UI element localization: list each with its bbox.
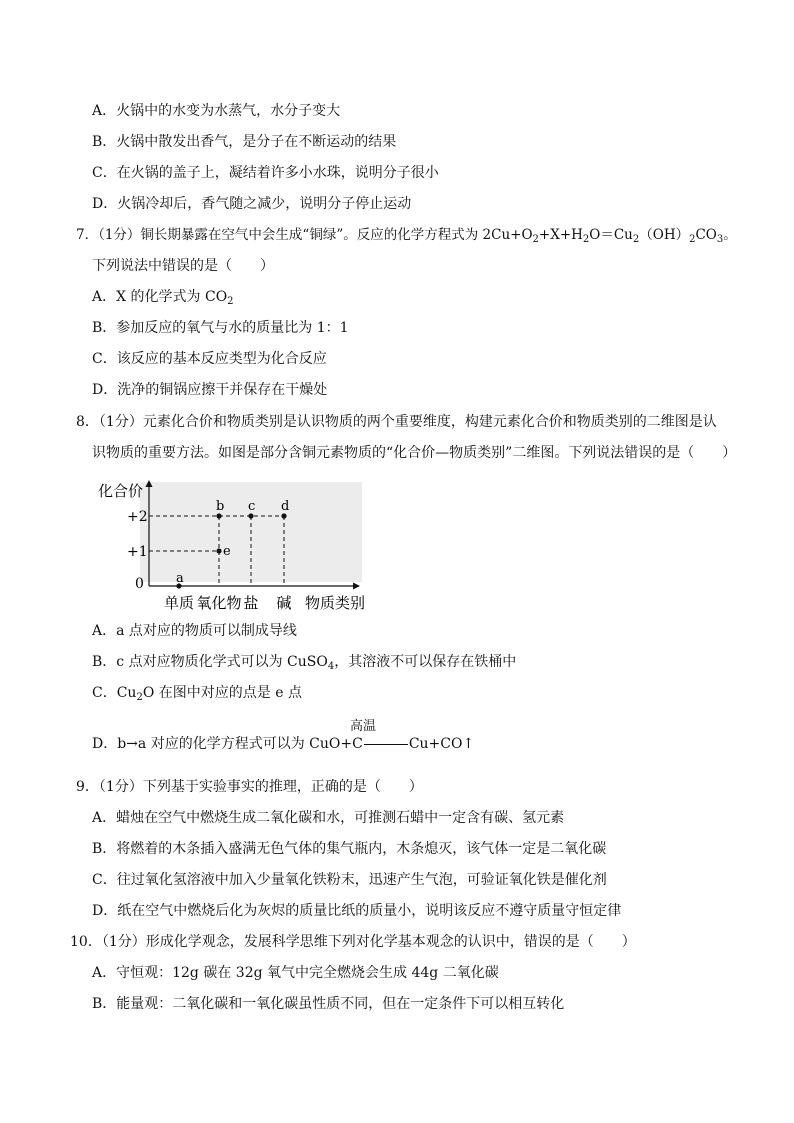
point-label-c: c (248, 499, 256, 514)
q7-stem: 7．（1分）铜长期暴露在空气中会生成“铜绿”。反应的化学方程式为 $2Cu+O_2+X+H_2O=Cu_2(OH)_2CO_3$。 (76, 227, 737, 245)
point-c (248, 513, 253, 518)
q8-option-d-condition: 高温 (350, 719, 377, 734)
q6-option-b: B．火锅中散发出香气，是分子在不断运动的结果 (92, 134, 397, 150)
q8-stem-line1: 8．（1分）元素化合价和物质类别是认识物质的两个重要维度，构建元素化合价和物质类别的二维图是认 (76, 414, 717, 430)
x-axis-arrow (353, 583, 360, 590)
q9-option-b: B．将燃着的木条插入盛满无色气体的集气瓶内，木条熄灭，该气体一定是二氧化碳 (92, 841, 607, 857)
point-label-a: a (176, 571, 184, 586)
point-b (216, 513, 221, 518)
q8-option-c: C．$Cu_2O$ 在图中对应的点是 e 点 (92, 685, 302, 703)
q8-option-b: B．c 点对应物质化学式可以为 CuSO$_4$，其溶液不可以保存在铁桶中 (92, 654, 517, 672)
q7-option-c: C．该反应的基本反应类型为化合反应 (92, 351, 327, 367)
q9-option-a: A．蜡烛在空气中燃烧生成二氧化碳和水，可推测石蜡中一定含有碳、氢元素 (92, 810, 565, 826)
q9-option-c: C．往过氧化氢溶液中加入少量氧化铁粉末，迅速产生气泡，可验证氧化铁是催化剂 (92, 872, 607, 888)
y-tick-label: 0 (135, 576, 144, 592)
q7-stem-line2: 下列说法中错误的是（ ） (92, 258, 274, 274)
q10-option-a: A．守恒观：12g 碳在 32g 氧气中完全燃烧会生成 44g 二氧化碳 (92, 965, 499, 981)
q8-option-d: D．b→a 对应的化学方程式可以为 CuO+C Cu+CO↑ (92, 736, 475, 752)
equation-long-arrow (364, 744, 408, 745)
q6-option-c: C．在火锅的盖子上，凝结着许多小水珠，说明分子很小 (92, 165, 439, 181)
q8-option-a: A．a 点对应的物质可以制成导线 (92, 623, 297, 639)
q9-stem: 9．（1分）下列基于实验事实的推理，正确的是（ ） (76, 779, 423, 795)
y-axis-label: 化合价 (98, 482, 144, 500)
x-axis-label: 物质类别 (305, 594, 366, 612)
q10-option-b: B．能量观：二氧化碳和一氧化碳虽性质不同，但在一定条件下可以相互转化 (92, 996, 565, 1012)
y-tick-label: +2 (127, 509, 148, 525)
q6-option-d: D．火锅冷却后，香气随之减少，说明分子停止运动 (92, 196, 412, 212)
q10-stem: 10．（1分）形成化学观念，发展科学思维下列对化学基本观念的认识中，错误的是（ ） (70, 934, 636, 950)
q7-option-d: D．洗净的铜锅应擦干并保存在干燥处 (92, 382, 328, 398)
q8-stem-line2: 识物质的重要方法。如图是部分含铜元素物质的“化合价—物质类别”二维图。下列说法错误的是（ ） (92, 445, 737, 461)
point-label-d: d (281, 499, 290, 514)
valence-category-chart (94, 478, 384, 618)
x-tick-label: 碱 (276, 594, 292, 612)
point-label-b: b (216, 499, 225, 514)
point-label-e: e (223, 544, 231, 559)
q6-option-a: A．火锅中的水变为水蒸气，水分子变大 (92, 103, 341, 119)
q7-option-a: A．X 的化学式为 $CO_2$ (92, 289, 234, 307)
q7-option-b: B．参加反应的氧气与水的质量比为 1：1 (92, 320, 349, 336)
q9-option-d: D．纸在空气中燃烧后化为灰烬的质量比纸的质量小，说明该反应不遵守质量守恒定律 (92, 903, 622, 919)
point-d (281, 513, 286, 518)
x-tick-label: 氧化物 (196, 594, 242, 612)
x-tick-label: 盐 (243, 594, 259, 612)
point-e (216, 548, 221, 553)
y-tick-label: +1 (127, 544, 148, 560)
x-tick-label: 单质 (163, 594, 195, 612)
